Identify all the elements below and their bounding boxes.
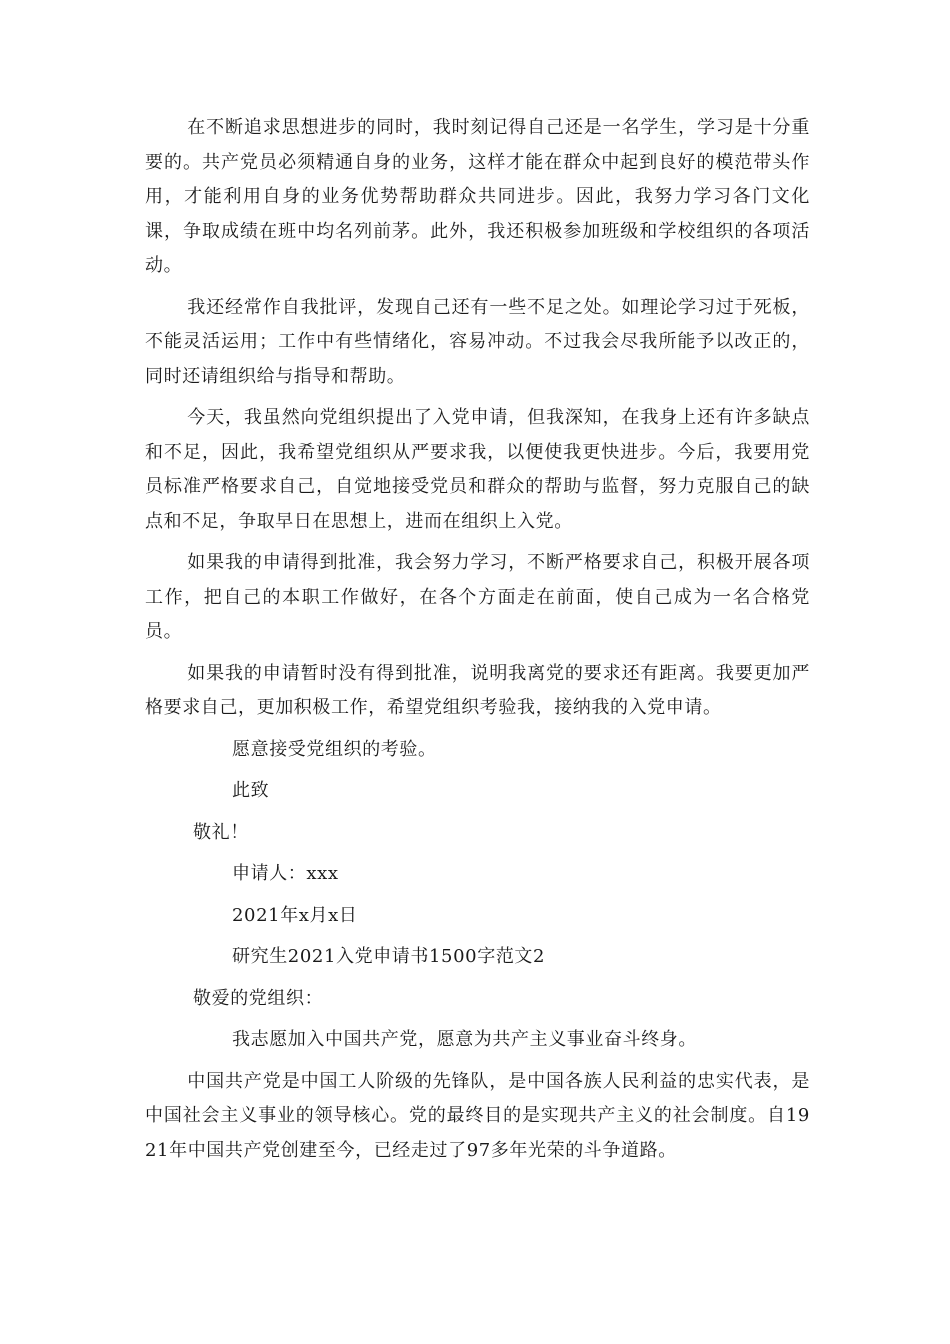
second-doc-title: 研究生2021入党申请书1500字范文2 [232,946,546,967]
closing-jingli: 敬礼！ [193,821,249,843]
second-doc-salutation: 敬爱的党组织： [193,987,324,1009]
paragraph-self-criticism: 我还经常作自我批评，发现自己还有一些不足之处。如理论学习过于死板，不能灵活运用；工作中有些情绪化，容易冲动。不过我会尽我所能予以改正的，同时还请组织给与指导和帮助。 [145,296,810,387]
closing-willing: 愿意接受党组织的考验。 [232,738,437,760]
application-date: 2021年x月x日 [232,904,358,926]
document-body [145,111,810,1168]
second-doc-paragraph-party: 中国共产党是中国工人阶级的先锋队，是中国各族人民利益的忠实代表，是中国社会主义事业的领导核心。党的最终目的是实现共产主义的社会制度。自1921年中国共产党创建至今，已经走过了97多年光荣的斗争道路。 [145,1070,810,1161]
paragraph-if-approved: 如果我的申请得到批准，我会努力学习，不断严格要求自己，积极开展各项工作，把自己的本职工作做好，在各个方面走在前面，使自己成为一名合格党员。 [145,552,810,642]
second-doc-paragraph-pledge: 我志愿加入中国共产党，愿意为共产主义事业奋斗终身。 [232,1029,697,1050]
paragraph-today: 今天，我虽然向党组织提出了入党申请，但我深知，在我身上还有许多缺点和不足，因此，我希望党组织从严要求我，以便使我更快进步。今后，我要用党员标准严格要求自己，自觉地接受党员和群众的帮助与监督，努力克服自己的缺点和不足，争取早日在思想上，进而在组织上入党。 [145,407,810,532]
paragraph-if-not-approved: 如果我的申请暂时没有得到批准，说明我离党的要求还有距离。我要更加严格要求自己，更加积极工作，希望党组织考验我，接纳我的入党申请。 [145,662,810,718]
paragraph-study: 在不断追求思想进步的同时，我时刻记得自己还是一名学生，学习是十分重要的。共产党员必须精通自身的业务，这样才能在群众中起到良好的模范带头作用，才能利用自身的业务优势帮助群众共同进步。因此，我努力学习各门文化课，争取成绩在班中均名列前茅。此外，我还积极参加班级和学校组织的各项活动。 [145,117,810,276]
applicant-signature: 申请人：xxx [232,863,339,884]
closing-cizhi: 此致 [232,780,270,801]
